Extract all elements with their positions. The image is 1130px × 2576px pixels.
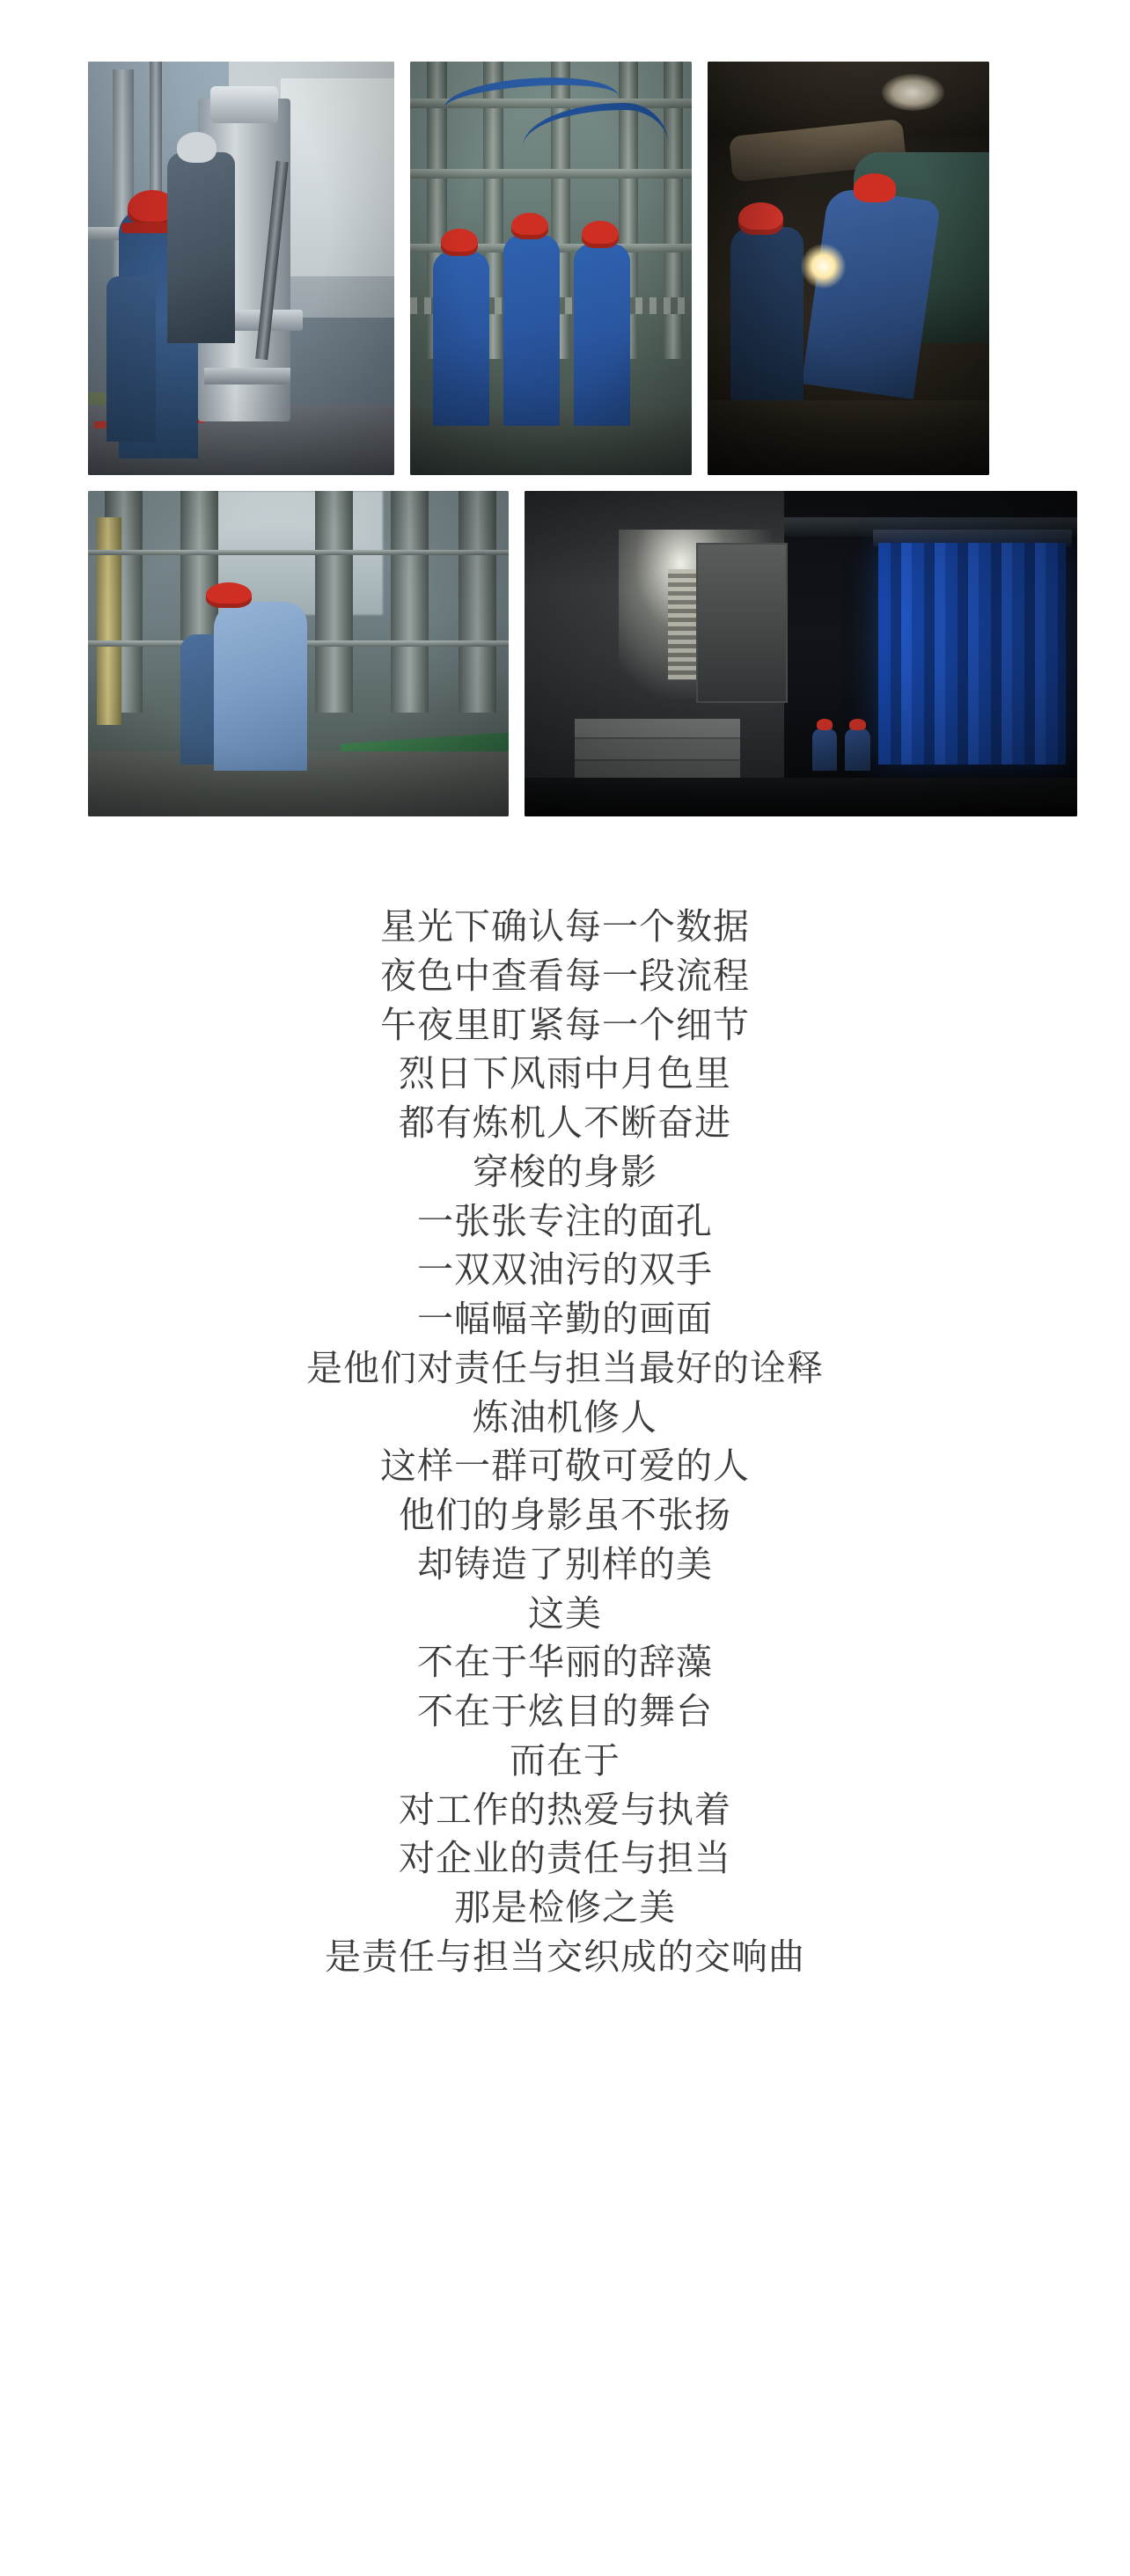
photo-2-vignette	[410, 62, 692, 475]
poem-line: 烈日下风雨中月色里	[399, 1053, 731, 1094]
poem-line: 对企业的责任与担当	[399, 1838, 731, 1879]
photo-crew-in-pipe-rack	[410, 62, 692, 475]
photo-worker-inspecting-pipes	[88, 491, 509, 816]
poem-line: 都有炼机人不断奋进	[399, 1102, 731, 1143]
poem-line: 一张张专注的面孔	[417, 1200, 713, 1241]
poem-line: 星光下确认每一个数据	[380, 906, 750, 947]
photo-night-blue-curtain-shed	[525, 491, 1077, 816]
poem-line: 这美	[528, 1592, 602, 1634]
poem-line: 他们的身影虽不张扬	[399, 1495, 731, 1535]
photo-1-vignette	[88, 62, 394, 475]
poem-line: 不在于炫目的舞台	[417, 1691, 713, 1731]
photo-row-bottom	[88, 491, 1077, 816]
poem-line: 一幅幅辛勤的画面	[417, 1299, 713, 1339]
photo-gallery	[0, 0, 1130, 816]
photo-row-top	[88, 62, 1077, 475]
photo-4-vignette	[88, 491, 509, 816]
photo-3-vignette	[708, 62, 989, 475]
poem-line: 一双双油污的双手	[417, 1249, 713, 1291]
poem-line: 却铸造了别样的美	[417, 1543, 713, 1584]
poem-line: 夜色中查看每一段流程	[380, 955, 750, 996]
photo-5-content	[525, 491, 1077, 816]
photo-2-content	[410, 62, 692, 475]
photo-3-content	[708, 62, 989, 475]
photo-night-machine-repair	[708, 62, 989, 475]
photo-4-content	[88, 491, 509, 816]
poem-line: 对工作的热爱与执着	[399, 1789, 731, 1830]
photo-5-vignette	[525, 491, 1077, 816]
poem-line: 午夜里盯紧每一个细节	[380, 1004, 750, 1045]
photo-valve-repair-daytime	[88, 62, 394, 475]
poem-line: 不在于华丽的辞藻	[417, 1642, 713, 1683]
poem-line: 是责任与担当交织成的交响曲	[325, 1936, 805, 1977]
poem-body	[0, 832, 1130, 2044]
poem-line: 那是检修之美	[454, 1887, 676, 1928]
poem-line: 这样一群可敬可爱的人	[380, 1445, 750, 1487]
poem-line: 炼油机修人	[473, 1396, 657, 1438]
poem-line: 而在于	[510, 1739, 620, 1781]
photo-1-content	[88, 62, 394, 475]
poem-line: 是他们对责任与担当最好的诠释	[306, 1347, 824, 1388]
poem-line: 穿梭的身影	[473, 1151, 657, 1192]
